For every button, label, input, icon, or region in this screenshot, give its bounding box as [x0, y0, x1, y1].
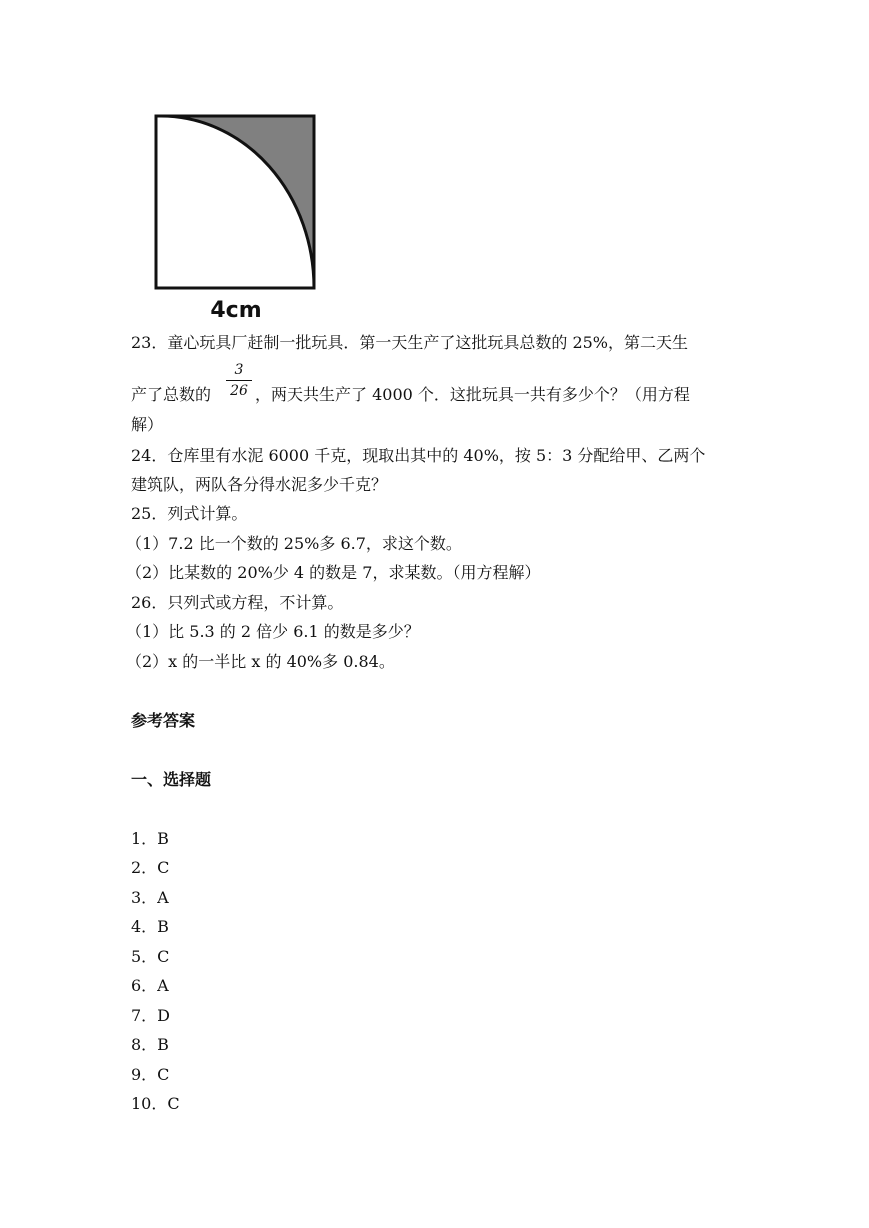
answer-item: 7．D [131, 1006, 171, 1025]
q26-part1: （1）比 5.3 的 2 倍少 6.1 的数是多少？ [126, 622, 420, 641]
fraction-denominator: 26 [230, 383, 248, 399]
answer-item: 4．B [131, 917, 169, 936]
fraction-bar [226, 380, 252, 381]
q23-line1: 23．童心玩具厂赶制一批玩具．第一天生产了这批玩具总数的 25%，第二天生 [131, 333, 689, 352]
q25-title: 25．列式计算。 [131, 504, 248, 523]
answers-section-choice: 一、选择题 [131, 770, 212, 789]
q24-line2: 建筑队，两队各分得水泥多少千克？ [131, 475, 388, 494]
quarter-circle-figure [148, 112, 324, 322]
answer-item: 2．C [131, 858, 170, 877]
answer-item: 3．A [131, 888, 169, 907]
answer-item: 6．A [131, 976, 169, 995]
q24-line1: 24．仓库里有水泥 6000 千克，现取出其中的 40%，按 5：3 分配给甲、乙两个 [131, 446, 706, 465]
q25-part1: （1）7.2 比一个数的 25%多 6.7，求这个数。 [126, 534, 462, 553]
q23-fraction [226, 362, 252, 399]
q26-title: 26．只列式或方程，不计算。 [131, 593, 344, 612]
fraction-numerator: 3 [234, 362, 244, 378]
answers-title: 参考答案 [131, 711, 196, 730]
q26-part2: （2）x 的一半比 x 的 40%多 0.84。 [126, 652, 395, 671]
q23-line3: 解） [131, 415, 164, 434]
answer-item: 8．B [131, 1035, 169, 1054]
q23-line2-post: ，两天共生产了 4000 个．这批玩具一共有多少个？（用方程 [255, 385, 690, 404]
q25-part2: （2）比某数的 20%少 4 的数是 7，求某数。（用方程解） [126, 563, 541, 582]
answer-item: 1．B [131, 829, 169, 848]
side-length-label: 4cm [210, 298, 262, 322]
quarter-circle-diagram [148, 112, 324, 322]
shaded-region [161, 116, 314, 288]
answer-item: 10．C [131, 1094, 180, 1113]
q23-line2-pre: 产了总数的 [131, 385, 212, 404]
answer-item: 9．C [131, 1065, 170, 1084]
answer-item: 5．C [131, 947, 170, 966]
